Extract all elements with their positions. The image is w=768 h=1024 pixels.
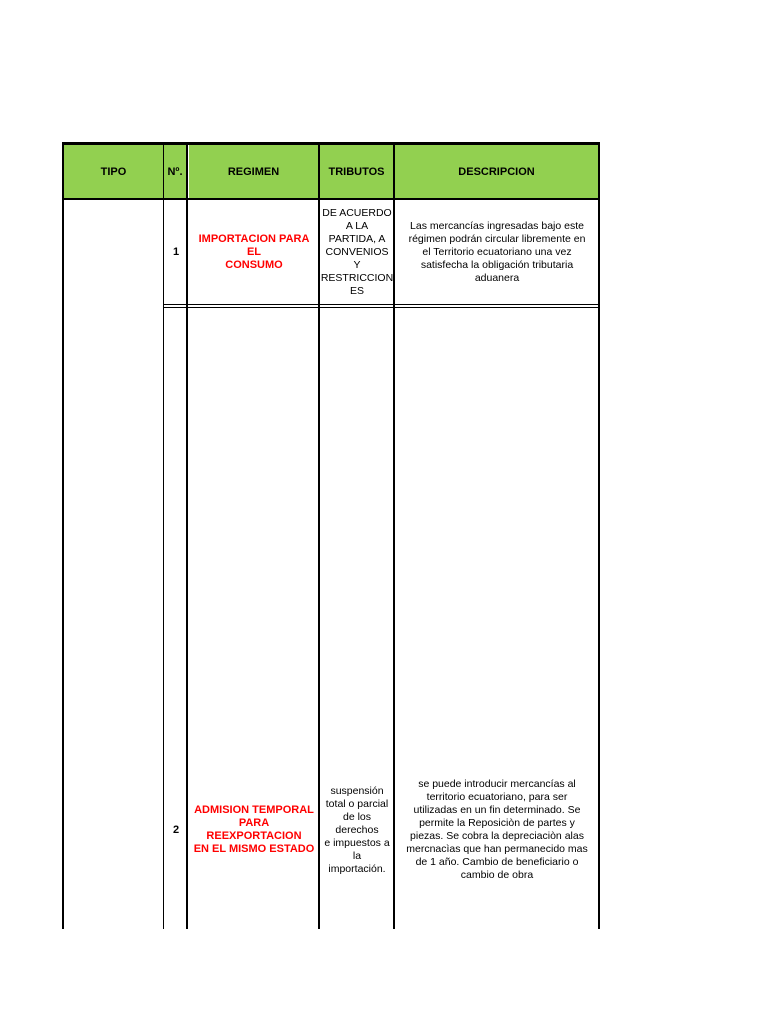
table-top-border	[62, 142, 600, 145]
row-1-numero-text: 1	[172, 246, 180, 258]
header-bottom-border	[62, 198, 600, 200]
row-2-regimen-text: ADMISION TEMPORAL PARA REEXPORTACION EN EL MISMO ESTADO	[193, 804, 315, 855]
header-descripcion	[395, 145, 598, 198]
row-1-bottom-border-b	[163, 307, 600, 308]
row-1-tributos	[320, 200, 394, 304]
col-divider-numero	[186, 142, 188, 929]
header-tipo	[64, 145, 163, 198]
row-2-descripcion-text: se puede introducir mercancías al territorio ecuatoriano, para ser utilizadas en un fin determinado. Se permite la Reposiciòn de partes y piezas. Se cobra la depreciaciòn alas mercnacìas que han permanecido mas de 1 año. Cambio de beneficiario o cambio de obra	[406, 778, 588, 881]
header-tributos	[320, 145, 393, 198]
row-1-tributos-text: DE ACUERDO A LA PARTIDA, A CONVENIOS Y RESTRICCION ES	[320, 206, 394, 297]
header-numero	[164, 145, 186, 198]
header-tributos-label: TRIBUTOS	[328, 165, 385, 178]
row-2-tributos-text: suspensión total o parcial de los derechos e impuestos a la importación.	[324, 784, 390, 875]
row-1-numero	[164, 200, 188, 304]
row-2-descripcion	[395, 770, 599, 890]
header-descripcion-label: DESCRIPCION	[458, 165, 535, 178]
row-2-numero	[164, 780, 188, 880]
table-left-border	[62, 142, 64, 929]
row-1-descripcion	[395, 200, 599, 304]
header-regimen-label: REGIMEN	[227, 165, 280, 178]
row-1-bottom-border-a	[163, 304, 600, 305]
row-2-regimen	[189, 780, 319, 880]
row-1-descripcion-text: Las mercancías ingresadas bajo este régimen podrán circular libremente en el Territorio ecuatoriano una vez satisfecha la obligación tributaria aduanera	[408, 219, 586, 284]
row-2-numero-text: 2	[172, 824, 180, 836]
header-regimen	[189, 145, 318, 198]
row-1-regimen	[189, 200, 319, 304]
col-divider-tipo	[163, 142, 164, 929]
col-divider-tributos	[393, 142, 395, 929]
row-2-tributos	[320, 780, 394, 880]
table-right-border	[598, 142, 600, 929]
header-numero-label: Nº.	[167, 165, 183, 178]
header-tipo-label: TIPO	[100, 165, 127, 178]
row-1-regimen-text: IMPORTACION PARA EL CONSUMO	[198, 232, 310, 271]
col-divider-regimen	[318, 142, 320, 929]
